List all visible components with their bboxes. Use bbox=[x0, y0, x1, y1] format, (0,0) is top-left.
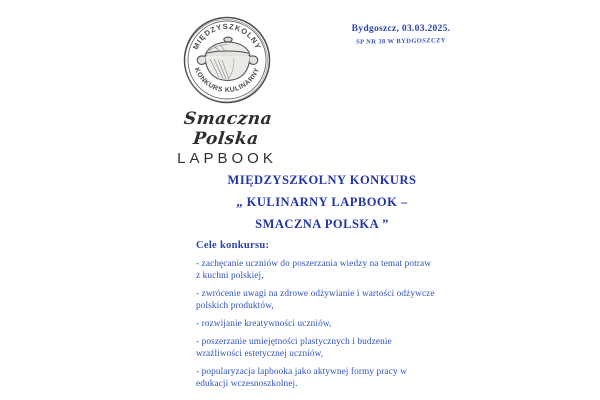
goal-item: - rozwijanie kreatywności uczniów, bbox=[196, 319, 332, 329]
title-line-2: „ KULINARNY LAPBOOK – bbox=[236, 195, 408, 209]
logo-script: Smaczna Polska bbox=[182, 109, 274, 149]
title-line-1: MIĘDZYSZKOLNY KONKURS bbox=[227, 173, 417, 187]
header-block bbox=[336, 24, 466, 45]
goals-section bbox=[196, 240, 436, 396]
title-line-3: SMACZNA POLSKA ” bbox=[255, 217, 389, 231]
logo-arc-bottom-text: KONKURS KULINARNY bbox=[192, 66, 262, 95]
contest-title bbox=[203, 169, 441, 235]
goal-item: - zachęcanie uczniów do poszerzania wiedzy na temat potraw z kuchni polskiej, bbox=[196, 259, 432, 281]
contest-logo bbox=[162, 10, 292, 167]
logo-arc-top-text: MIĘDZYSZKOLNY bbox=[191, 21, 263, 51]
goal-item: - poszerzanie umiejętności plastycznych i budzenie wrażliwości estetycznej uczniów, bbox=[196, 337, 392, 359]
goal-item: - popularyzacja lapbooka jako aktywnej formy pracy w edukacji wczesnoszkolnej. bbox=[196, 367, 407, 389]
school-line: SP NR 38 W BYDGOSZCZY bbox=[356, 37, 446, 46]
pot-logo-icon bbox=[162, 10, 292, 106]
goals-heading: Cele konkursu: bbox=[196, 240, 270, 251]
logo-wordmark: LAPBOOK bbox=[177, 150, 277, 167]
goal-item: - zwrócenie uwagi na zdrowe odżywianie i wartości odżywcze polskich produktów, bbox=[196, 289, 435, 311]
date-line: Bydgoszcz, 03.03.2025. bbox=[351, 24, 451, 34]
pot-icon bbox=[197, 37, 257, 80]
